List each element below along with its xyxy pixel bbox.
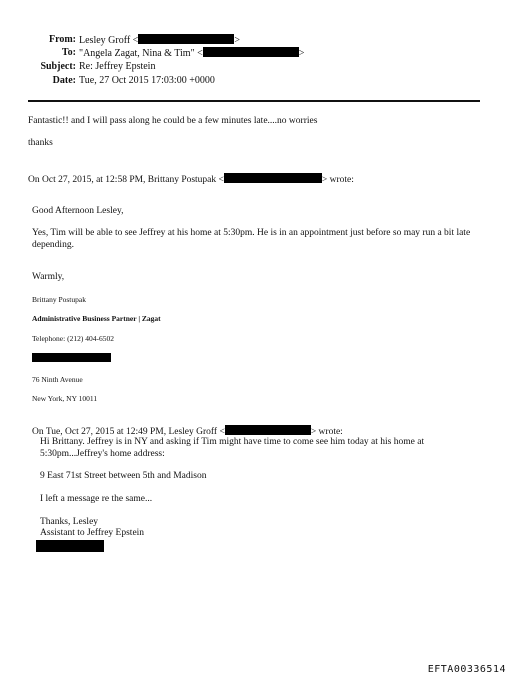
signature-phone: Telephone: (212) 404-6502 xyxy=(32,334,114,343)
redaction-box xyxy=(138,34,234,44)
redaction-box xyxy=(36,540,104,552)
quote2-intro-prefix: On Tue, Oct 27, 2015 at 12:49 PM, Lesley Groff < xyxy=(32,427,225,437)
redaction-box xyxy=(225,425,311,435)
quote2-intro-suffix: > wrote: xyxy=(310,427,343,437)
quote1-intro xyxy=(28,173,354,185)
reply-line-1: Fantastic!! and I will pass along he could be a few minutes late....no worries xyxy=(28,116,318,126)
reply-line-2: thanks xyxy=(28,138,53,148)
quote2-address: 9 East 71st Street between 5th and Madison xyxy=(40,471,207,481)
to-label: To: xyxy=(61,47,76,58)
redaction-box xyxy=(203,47,299,57)
subject-value: Re: Jeffrey Epstein xyxy=(79,61,156,72)
quote1-greeting: Good Afternoon Lesley, xyxy=(32,206,124,216)
date-label: Date: xyxy=(52,75,76,86)
to-close: > xyxy=(298,48,305,59)
quote2-note: I left a message re the same... xyxy=(40,494,153,504)
quote2-paragraph: Hi Brittany. Jeffrey is in NY and asking if Tim might have time to come see him today at his home at 5:30pm...Jeffrey's home address: xyxy=(40,437,425,459)
quote2-closing-1: Thanks, Lesley xyxy=(40,517,99,527)
to-value: "Angela Zagat, Nina & Tim" < xyxy=(79,48,203,59)
quote1-intro-prefix: On Oct 27, 2015, at 12:58 PM, Brittany Postupak < xyxy=(28,175,224,185)
quote1-intro-suffix: > wrote: xyxy=(321,175,354,185)
from-close: > xyxy=(234,35,240,46)
signature-title: Administrative Business Partner | Zagat xyxy=(32,314,161,323)
redaction-box xyxy=(32,353,111,362)
date-value: Tue, 27 Oct 2015 17:03:00 +0000 xyxy=(79,75,215,86)
header-divider xyxy=(28,100,480,102)
redaction-box xyxy=(224,173,322,183)
quote1-closing: Warmly, xyxy=(32,272,65,282)
signature-address-2: New York, NY 10011 xyxy=(32,394,98,403)
to-field xyxy=(79,47,304,59)
from-field xyxy=(79,34,240,46)
quote1-paragraph: Yes, Tim will be able to see Jeffrey at his home at 5:30pm. He is in an appointment just before so may run a bit late depending. xyxy=(32,228,471,250)
subject-label: Subject: xyxy=(40,61,76,72)
from-label: From: xyxy=(48,34,76,45)
signature-address-1: 76 Ninth Avenue xyxy=(32,375,83,384)
from-value: Lesley Groff < xyxy=(79,35,139,46)
quote2-closing-2: Assistant to Jeffrey Epstein xyxy=(40,528,145,538)
signature-name: Brittany Postupak xyxy=(32,295,86,304)
bates-number: EFTA00336514 xyxy=(427,664,506,675)
